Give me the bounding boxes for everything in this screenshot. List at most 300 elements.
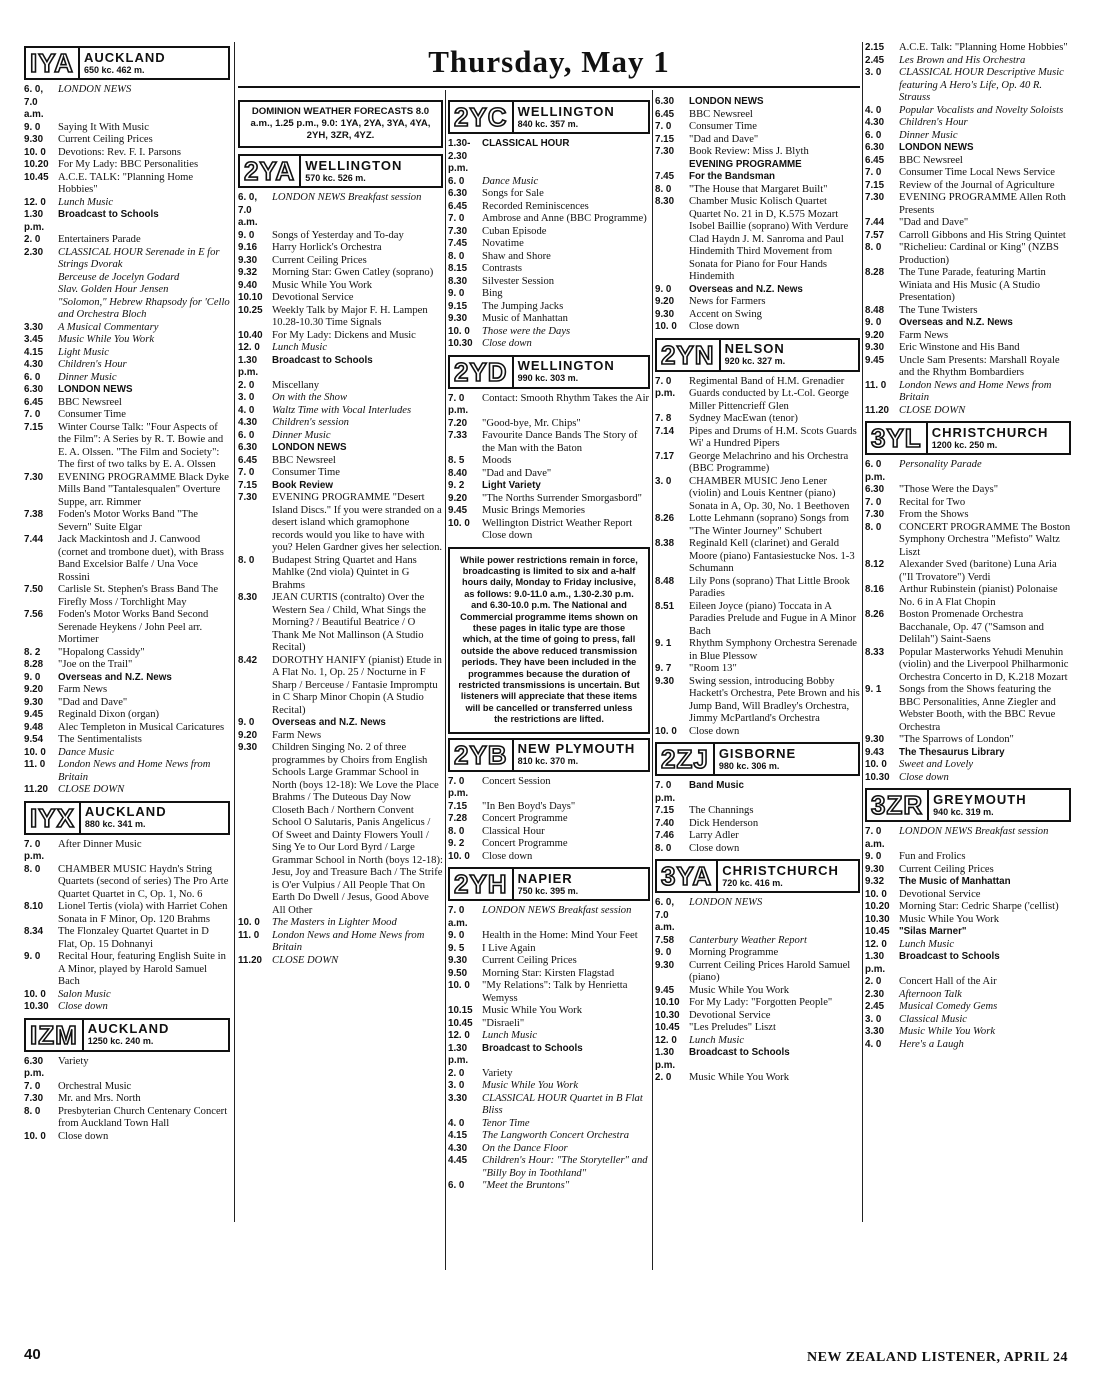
station-call-sign: 2YN — [657, 340, 719, 370]
programme-item — [238, 717, 443, 730]
programme-time: 10.20 — [865, 901, 890, 912]
programme-title: Fun and Frolics — [899, 851, 966, 862]
programme-item — [238, 242, 443, 255]
programme-item — [24, 1081, 230, 1094]
programme-item — [865, 951, 1071, 976]
programme-title: Review of the Journal of Agriculture — [899, 179, 1055, 191]
programme-time: 3.30 — [24, 321, 44, 333]
programme-title: "Joe on the Trail" — [58, 659, 133, 670]
programme-title: London News and Home News from Britain — [272, 929, 425, 953]
station-frequency: 720 kc. 416 m. — [722, 877, 783, 888]
programme-item — [655, 985, 860, 998]
programme-title: News for Farmers — [689, 296, 766, 307]
programme-title: Dance Music — [58, 746, 115, 758]
programme-time: 3.30 — [448, 1092, 468, 1104]
programme-title: Shaw and Shore — [482, 250, 551, 262]
programme-time: 3. 0 — [655, 475, 672, 487]
station-frequency: 940 kc. 319 m. — [933, 806, 994, 817]
station-call-sign: 2YD — [450, 357, 512, 387]
programme-item — [24, 134, 230, 147]
publication-footer: NEW ZEALAND LISTENER, APRIL 24 — [807, 1350, 1068, 1365]
programme-title: Slav. Golden Hour Jensen — [58, 284, 169, 295]
programme-title: Personality Parade — [899, 459, 982, 470]
programme-time: 7.38 — [24, 509, 44, 520]
programme-title: Mr. and Mrs. North — [58, 1093, 141, 1104]
programme-title: "Silas Marner" — [899, 926, 967, 937]
programme-title: Lionel Tertis (viola) with Harriet Cohen Sonata in F Minor, Op. 120 Brahms — [58, 901, 228, 925]
programme-time: 4.45 — [448, 1155, 468, 1167]
station-city: WELLINGTON — [305, 157, 403, 173]
station-logo-2zj — [655, 742, 860, 776]
programme-time: 6.30 — [238, 442, 258, 453]
column-2 — [238, 96, 443, 967]
programme-time: 12. 0 — [865, 938, 887, 950]
programme-title: Close down — [482, 850, 533, 862]
programme-item — [24, 159, 230, 172]
programme-time: 9.20 — [238, 729, 258, 741]
programme-time: 8.26 — [865, 609, 885, 620]
programme-item — [448, 263, 650, 276]
programme-time: 7.56 — [24, 609, 44, 620]
programme-time: 8.16 — [865, 584, 885, 595]
programme-time: 7.50 — [24, 584, 44, 595]
programme-title: Songs from the Shows featuring the BBC Personalities, Anne Ziegler and Webster Booth, with the BBC Revue Orchestra — [899, 684, 1056, 733]
programme-title: The Channings — [689, 805, 754, 816]
station-frequency: 1250 kc. 240 m. — [87, 1036, 154, 1046]
programme-time: 9. 5 — [448, 942, 465, 954]
programme-item — [448, 418, 650, 431]
programme-title: Children's Hour — [899, 117, 968, 128]
programme-title: Songs for Sale — [482, 188, 544, 199]
programme-title: Recital Hour, featuring English Suite in A Minor, played by Harold Samuel Bach — [58, 951, 226, 987]
programme-item — [448, 980, 650, 1005]
programme-time: 9.20 — [24, 684, 44, 695]
programme-title: I Live Again — [482, 942, 536, 954]
programme-title: "Meet the Bruntons" — [482, 1180, 570, 1192]
programme-title: Those were the Days — [482, 325, 571, 337]
programme-title: Weekly Talk by Major F. H. Lampen 10.28-10.30 Time Signals — [272, 304, 428, 328]
station-logo-2yb — [448, 738, 650, 772]
programme-time: 4. 0 — [238, 404, 255, 416]
programme-time: 12. 0 — [238, 342, 260, 353]
programme-item — [24, 272, 230, 285]
programme-title: Carlisle St. Stephen's Brass Band The Firefly Moss / Torchlight May — [58, 584, 219, 608]
programme-item — [24, 422, 230, 472]
programme-time: 7. 0 p.m. — [655, 375, 676, 399]
programme-title: JEAN CURTIS (contralto) Over the Western Sea / Child, What Sings the Morning? / Beautiful Beatrice / O Thank Me Not Mallinson (A Studio Recital) — [272, 592, 427, 653]
programme-title: Eileen Joyce (piano) Toccata in A Paradies Prelude and Fugue in A Minor Bach — [689, 600, 857, 637]
programme-time: 8. 0 — [448, 250, 465, 262]
programme-time: 6.30 — [448, 188, 468, 199]
programme-time: 7. 0 — [24, 1080, 41, 1092]
programme-title: After Dinner Music — [58, 838, 142, 850]
programme-time: 10.25 — [238, 304, 263, 316]
programme-title: From the Shows — [899, 509, 969, 520]
programme-time: 7.44 — [24, 534, 44, 545]
programme-time: 6. 0 — [24, 371, 41, 383]
programme-list — [865, 42, 1071, 417]
programme-time: 7.30 — [24, 1093, 44, 1104]
programme-item — [24, 509, 230, 534]
programme-title: Morning Star: Cedric Sharpe ('cellist) — [899, 901, 1059, 912]
programme-time: 10. 0 — [448, 517, 470, 529]
programme-time: 1.30 p.m. — [24, 209, 45, 233]
programme-item — [448, 1130, 650, 1143]
programme-item — [655, 947, 860, 960]
programme-item — [448, 201, 650, 214]
programme-item — [865, 901, 1071, 914]
programme-time: 7. 0 p.m. — [24, 838, 45, 862]
programme-title: Harry Horlick's Orchestra — [272, 242, 382, 253]
station-city: CHRISTCHURCH — [931, 424, 1049, 440]
programme-time: 9. 0 — [448, 930, 465, 942]
programme-item — [655, 321, 860, 334]
programme-title: "The House that Margaret Built" — [689, 183, 828, 195]
programme-title: Pipes and Drums of H.M. Scots Guards Wi' a Hundred Pipers — [689, 425, 857, 449]
programme-title: A.C.E. Talk: "Planning Home Hobbies" — [899, 42, 1068, 53]
programme-title: Foden's Motor Works Band Second Serenade Heykens / John Peel arr. Mortimer — [58, 609, 209, 645]
programme-time: 2. 0 — [24, 234, 41, 245]
programme-item — [655, 134, 860, 147]
programme-title: Music While You Work — [899, 913, 999, 925]
programme-item — [865, 1026, 1071, 1039]
programme-item — [865, 497, 1071, 510]
programme-title: Miscellany — [272, 379, 320, 391]
programme-item — [448, 301, 650, 314]
programme-time: 7.15 — [655, 133, 675, 145]
programme-time: 8. 0 — [655, 842, 672, 854]
programme-item — [655, 1072, 860, 1085]
programme-item — [865, 1014, 1071, 1027]
programme-item — [24, 1106, 230, 1131]
programme-title: Budapest String Quartet and Hans Mahlke (2nd viola) Quintet in G Brahms — [272, 554, 417, 591]
programme-list — [24, 839, 230, 1014]
station-frequency: 570 kc. 526 m. — [305, 172, 366, 183]
programme-title: "Dad and Dave" — [58, 696, 128, 708]
programme-title: Lunch Music — [689, 1034, 745, 1046]
station-logo-2yd — [448, 355, 650, 389]
programme-title: Alexander Sved (baritone) Luna Aria ("Il Trovatore") Verdi — [899, 559, 1057, 583]
programme-item — [238, 405, 443, 418]
programme-item — [448, 480, 650, 493]
programme-time: 9.32 — [238, 267, 258, 278]
programme-title: Music While You Work — [58, 334, 155, 345]
programme-title: On the Dance Floor — [482, 1142, 568, 1154]
programme-item — [238, 342, 443, 355]
programme-time: 3. 0 — [448, 1080, 465, 1092]
programme-time: 9. 0 — [655, 283, 672, 295]
programme-title: Sweet and Lovely — [899, 759, 974, 770]
programme-time: 9.45 — [24, 709, 44, 720]
programme-time: 4.30 — [865, 117, 885, 128]
programme-title: Accent on Swing — [689, 308, 762, 320]
programme-item — [448, 468, 650, 481]
programme-title: Moods — [482, 455, 512, 466]
programme-title: Close down — [58, 1130, 109, 1142]
programme-title: Children's session — [272, 417, 349, 428]
station-logo-1yx — [24, 801, 230, 835]
programme-title: Farm News — [272, 729, 322, 741]
programme-item — [865, 851, 1071, 864]
programme-title: London News and Home News from Britain — [58, 759, 211, 783]
page-title: Thursday, May 1 — [428, 44, 670, 79]
programme-item — [448, 1118, 650, 1131]
programme-title: CONCERT PROGRAMME The Boston Symphony Orchestra "Mefisto" Waltz Liszt — [899, 521, 1071, 558]
programme-time: 7.30 — [448, 225, 468, 237]
programme-item — [865, 976, 1071, 989]
programme-time: 7.30 — [655, 146, 675, 157]
programme-time: 7.14 — [655, 425, 675, 437]
programme-title: Recital for Two — [899, 496, 966, 508]
station-city: GISBORNE — [718, 745, 797, 761]
programme-time: 3.45 — [24, 334, 44, 345]
programme-title: CLOSE DOWN — [58, 784, 125, 795]
programme-title: Jack Mackintosh and J. Canwood (cornet and trombone duet), with Brass Band Excelsior Balfe / Una Voce Rossini — [58, 534, 224, 583]
station-city: WELLINGTON — [517, 358, 615, 373]
programme-time: 4.30 — [24, 359, 44, 370]
programme-time: 9. 1 — [865, 684, 882, 695]
programme-time: 10. 0 — [24, 988, 46, 1000]
programme-time: 6.30 p.m. — [24, 1055, 45, 1079]
programme-item — [448, 838, 650, 851]
programme-item — [865, 989, 1071, 1002]
programme-item — [655, 1022, 860, 1035]
programme-item — [24, 759, 230, 784]
station-call-sign: 3ZR — [867, 790, 927, 820]
programme-time: 3.30 — [865, 1026, 885, 1037]
programme-title: Farm News — [899, 329, 949, 341]
programme-item — [655, 476, 860, 514]
programme-time: 7.58 — [655, 934, 675, 946]
programme-title: Music While You Work — [689, 1072, 789, 1083]
programme-title: BBC Newsreel — [899, 154, 963, 166]
station-city: AUCKLAND — [84, 804, 167, 819]
programme-title: Concert Programme — [482, 838, 568, 850]
programme-item — [24, 747, 230, 760]
programme-time: 7.46 — [655, 830, 675, 841]
programme-time: 9. 0 — [238, 717, 255, 728]
programme-item — [24, 409, 230, 422]
programme-title: The Tune Parade, featuring Martin Winiata and His Music (A Studio Presentation) — [899, 267, 1046, 303]
programme-time: 11. 0 — [865, 379, 887, 391]
programme-time: 10.45 — [865, 926, 890, 937]
programme-item — [448, 213, 650, 226]
programme-list — [24, 1056, 230, 1144]
programme-item — [24, 1001, 230, 1014]
programme-title: "Richelieu: Cardinal or King" (NZBS Production) — [899, 242, 1059, 266]
programme-item — [865, 180, 1071, 193]
programme-time: 10.10 — [655, 997, 680, 1008]
programme-title: Children's Hour: "The Storyteller" and "Billy Boy in Toothland" — [482, 1155, 648, 1179]
programme-title: Book Review: Miss J. Blyth — [689, 146, 809, 157]
programme-time: 8.34 — [24, 926, 44, 937]
programme-item — [865, 684, 1071, 734]
programme-time: 8.42 — [238, 654, 258, 666]
station-call-sign: 2YB — [450, 740, 512, 770]
programme-time: 8. 2 — [24, 646, 41, 658]
programme-item — [655, 171, 860, 184]
programme-list — [865, 826, 1071, 1051]
programme-title: Morning Programme — [689, 947, 779, 958]
programme-item — [24, 372, 230, 385]
station-city: CHRISTCHURCH — [722, 862, 839, 878]
station-frequency: 1200 kc. 250 m. — [931, 439, 998, 450]
programme-time: 2.45 — [865, 54, 885, 66]
programme-title: Overseas and N.Z. News — [58, 671, 172, 683]
programme-item — [24, 609, 230, 647]
programme-time: 6. 0, 7.0 a.m. — [238, 192, 258, 228]
programme-time: 6.45 — [24, 396, 44, 408]
programme-time: 2. 0 — [655, 1072, 672, 1083]
programme-title: Berceuse de Jocelyn Godard — [58, 271, 180, 283]
programme-title: CLOSE DOWN — [899, 404, 966, 416]
programme-time: 10. 0 — [865, 888, 887, 900]
programme-item — [238, 742, 443, 917]
programme-title: Morning Star: Kirsten Flagstad — [482, 967, 615, 979]
station-city: AUCKLAND — [83, 49, 166, 65]
programme-item — [448, 1005, 650, 1018]
programme-time: 1.30 p.m. — [865, 951, 886, 975]
programme-item — [238, 592, 443, 655]
programme-item — [238, 430, 443, 443]
programme-item — [24, 472, 230, 510]
programme-title: Broadcast to Schools — [482, 1042, 583, 1054]
programme-time: 8.12 — [865, 559, 885, 570]
programme-item — [865, 889, 1071, 902]
column-5 — [865, 42, 1071, 1051]
programme-time: 7.15 — [448, 800, 468, 812]
programme-item — [655, 1047, 860, 1072]
programme-title: Close down — [899, 771, 949, 783]
programme-item — [865, 864, 1071, 877]
programme-list — [448, 393, 650, 543]
station-frequency: 920 kc. 327 m. — [724, 356, 786, 366]
programme-time: 7.20 — [448, 417, 468, 429]
programme-time — [24, 272, 58, 285]
programme-item — [238, 730, 443, 743]
programme-item — [238, 330, 443, 343]
programme-item — [865, 926, 1071, 939]
programme-title: Morning Star: Gwen Catley (soprano) — [272, 267, 434, 278]
programme-time: 8. 0 — [24, 1105, 41, 1117]
programme-time: 2. 0 — [448, 1067, 465, 1079]
programme-time: 10. 0 — [655, 321, 677, 332]
programme-title: Classical Music — [899, 1013, 967, 1025]
programme-item — [865, 317, 1071, 330]
programme-title: Music Brings Memories — [482, 505, 585, 516]
programme-time: 7. 0 — [238, 467, 255, 478]
programme-title: Current Ceiling Prices — [272, 254, 367, 266]
programme-item — [238, 417, 443, 430]
programme-item — [24, 1131, 230, 1144]
programme-item — [655, 897, 860, 935]
programme-title: Waltz Time with Vocal Interludes — [272, 404, 412, 416]
programme-item — [238, 280, 443, 293]
programme-title: "My Relations": Talk by Henrietta Wemyss — [482, 980, 628, 1004]
programme-time: 7.57 — [865, 229, 885, 241]
programme-time: 9.30 — [238, 742, 258, 753]
programme-time: 7.44 — [865, 217, 885, 228]
programme-title: Lunch Music — [272, 342, 328, 353]
programme-title: The Masters in Lighter Mood — [272, 917, 397, 928]
programme-title: Chamber Music Kolisch Quartet Quartet No. 21 in D, K.575 Mozart Isobel Baillie (soprano) With Verdure Clad Haydn J. M. Sanroma and Paul Hindemith Third Movement from Sonata for Piano for Four Hands Hindemith — [689, 196, 849, 282]
programme-item — [448, 943, 650, 956]
programme-title: For My Lady: BBC Personalities — [58, 159, 199, 170]
programme-time: 2.30 — [865, 988, 885, 1000]
programme-item — [24, 734, 230, 747]
programme-title: LONDON NEWS — [899, 142, 974, 153]
programme-item — [448, 313, 650, 326]
programme-item — [655, 780, 860, 805]
programme-item — [238, 655, 443, 718]
programme-time: 9.48 — [24, 721, 44, 733]
programme-title: Children Singing No. 2 of three programmes by Choirs from English Schools Large Grammar School in North (boys 12-18): We Love the Place Brahms / The Duteous Day Now Closeth Bach / Northern Convent School O Salutaris, Panis Angelicus / Of Sweet and Dainty Flowers Youll / Sing Ye to Our Lord Byrd / Large Grammar School in North (boys 12-18): Jesu, Joy and Treasure Bach / The Strife is O'er Vulpius / All People That On Earth Do Dwell / Jesus, Good Above All Other — [272, 742, 443, 916]
programme-time: 7. 8 — [655, 413, 672, 424]
programme-time: 6.30 — [24, 384, 44, 395]
programme-item — [655, 513, 860, 538]
programme-item — [24, 722, 230, 735]
station-city: NEW PLYMOUTH — [517, 741, 636, 757]
programme-title: Boston Promenade Orchestra Bacchanale, Op. 47 ("Samson and Delilah") Saint-Saens — [899, 609, 1044, 645]
programme-time: 9.30 — [24, 696, 44, 708]
programme-list — [655, 780, 860, 855]
programme-item — [24, 334, 230, 347]
programme-time: 10. 0 — [448, 325, 470, 337]
programme-item — [238, 555, 443, 593]
programme-title: DOROTHY HANIFY (pianist) Etude in A Flat No. 1, Op. 25 / Nocturne in F Sharp / Berceuse / Fantasie Impromptu in C Sharp Minor Chopin (A Studio Recital) — [272, 654, 442, 716]
programme-item — [655, 601, 860, 639]
programme-title: A.C.E. TALK: "Planning Home Hobbies" — [58, 171, 194, 195]
programme-time: 10.30 — [865, 771, 890, 783]
programme-item — [865, 155, 1071, 168]
station-logo-3zr — [865, 788, 1071, 822]
programme-item — [655, 159, 860, 172]
programme-item — [865, 459, 1071, 484]
programme-title: Orchestral Music — [58, 1080, 132, 1092]
programme-title: CHAMBER MUSIC Haydn's String Quartets (second of series) The Pro Arte Quartet Quartet in C, Op. 1, No. 6 — [58, 863, 229, 900]
programme-list — [655, 96, 860, 334]
programme-time: 10.40 — [238, 329, 263, 341]
programme-item — [655, 576, 860, 601]
station-frequency: 650 kc. 462 m. — [83, 64, 145, 75]
programme-title: Sydney MacEwan (tenor) — [689, 413, 798, 424]
programme-time: 7.15 — [865, 179, 885, 191]
programme-list — [865, 459, 1071, 784]
programme-time: 8. 0 — [24, 863, 41, 875]
programme-time: 10.20 — [24, 159, 49, 170]
programme-title: Music While You Work — [482, 1080, 579, 1092]
programme-time: 10. 0 — [24, 146, 46, 158]
programme-time: 9.40 — [238, 279, 258, 291]
programme-title: Devotional Service — [272, 292, 354, 303]
programme-item — [865, 242, 1071, 267]
programme-time: 6.45 — [865, 154, 885, 166]
programme-item — [448, 326, 650, 339]
programme-item — [238, 480, 443, 493]
programme-time: 8.48 — [865, 304, 885, 316]
programme-time: 7. 0 p.m. — [448, 775, 469, 800]
programme-title: Lotte Lehmann (soprano) Songs from "The Winter Journey" Schubert — [689, 513, 850, 537]
programme-item — [24, 322, 230, 335]
programme-time: 4.15 — [448, 1130, 468, 1142]
column-divider — [652, 90, 653, 1270]
programme-title: Music While You Work — [272, 279, 372, 291]
programme-title: Silvester Session — [482, 275, 555, 287]
programme-title: EVENING PROGRAMME — [689, 158, 802, 170]
programme-item — [448, 801, 650, 814]
programme-title: Reginald Kell (clarinet) and Gerald Moore (piano) Fantasiestucke Nos. 1-3 Schumann — [689, 538, 855, 574]
programme-title: Children's Hour — [58, 359, 127, 370]
